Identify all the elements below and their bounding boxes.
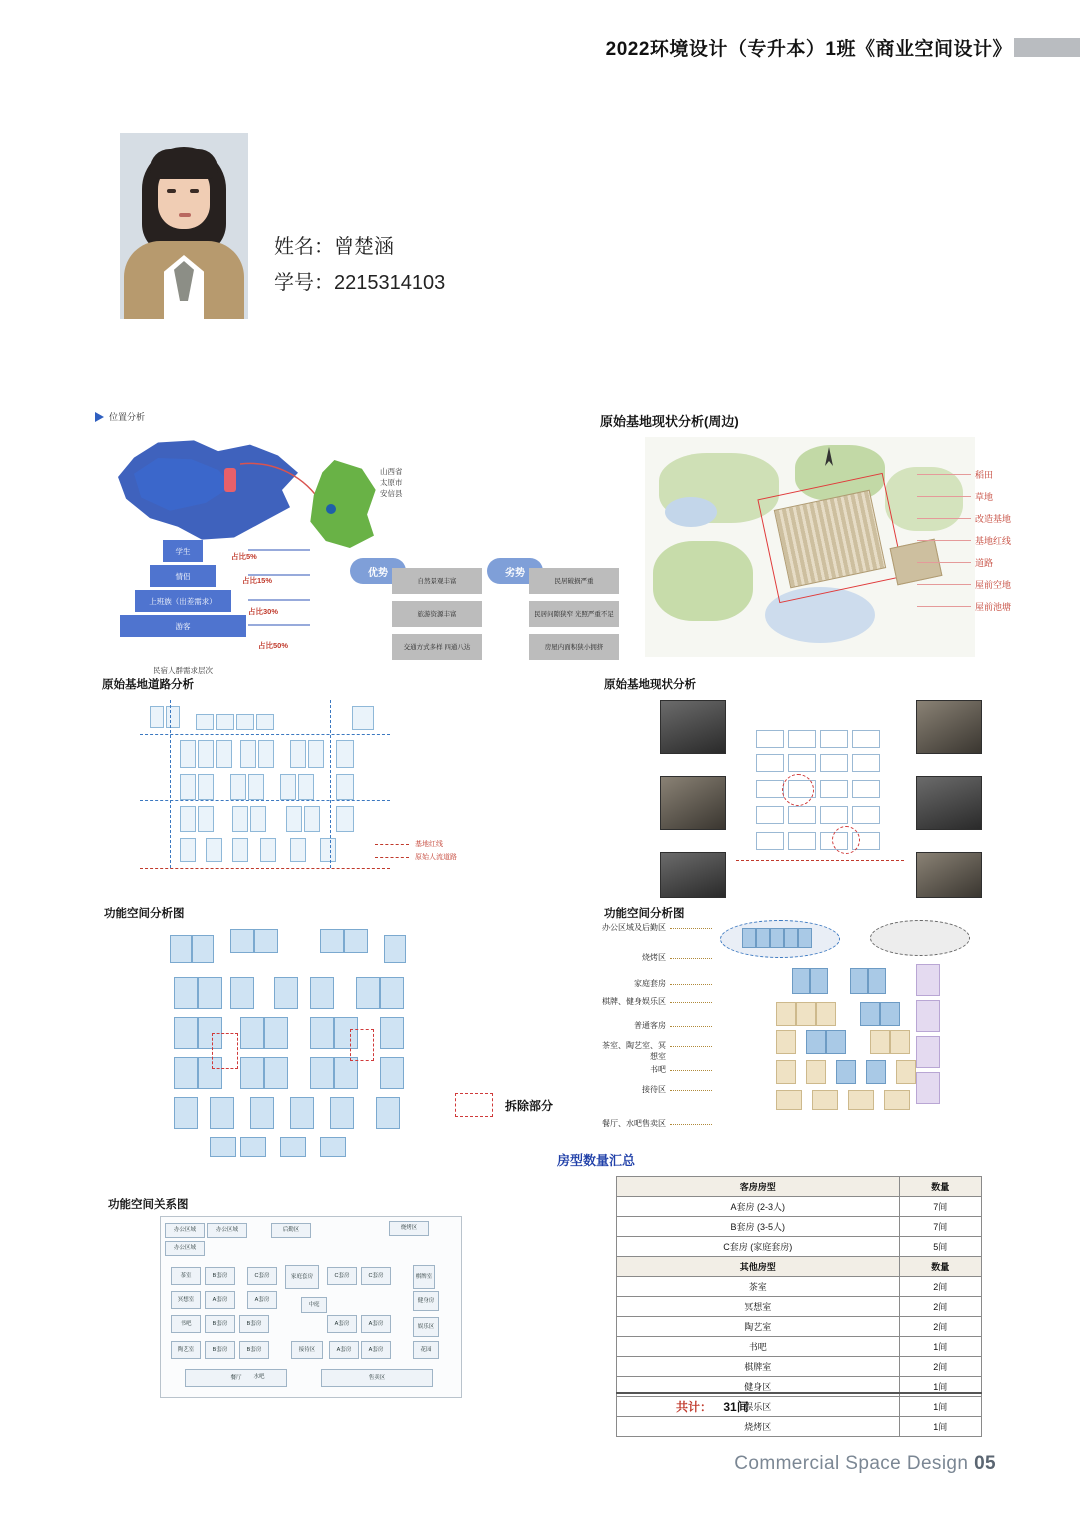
city-dot-icon — [326, 504, 336, 514]
footer — [734, 1453, 996, 1475]
site-photo — [916, 700, 982, 754]
site-legend-item: 屋前空地 — [975, 580, 1012, 590]
relation-node: 接待区 — [291, 1341, 323, 1359]
table-cell: 娱乐区 — [617, 1397, 900, 1417]
province-note — [380, 466, 403, 499]
relation-node: C套房 — [327, 1267, 357, 1285]
table-header-row — [617, 1257, 982, 1277]
pyramid-percent: 占比30% — [248, 607, 279, 616]
relation-node: 办公区域 — [207, 1223, 247, 1238]
site-status-title: 原始基地现状分析 — [604, 679, 696, 691]
disadvantage-item: 民居破损严重 — [529, 568, 619, 594]
student-id: 学号：2215314103 — [274, 272, 446, 294]
table-header-row — [617, 1177, 982, 1197]
table-cell: 2间 — [899, 1357, 981, 1377]
site-legend-item: 草地 — [975, 492, 994, 502]
function-plan-title: 功能空间分析图 — [104, 908, 185, 920]
room-summary-table — [616, 1176, 982, 1437]
table-row — [617, 1417, 982, 1437]
site-plan-graphic — [645, 437, 975, 657]
table-cell: 棋牌室 — [617, 1357, 900, 1377]
relation-node: 花园 — [413, 1341, 439, 1359]
relation-node: A套房 — [329, 1341, 359, 1359]
relation-node: C套房 — [247, 1267, 277, 1285]
table-cell: A套房 (2-3人) — [617, 1197, 900, 1217]
table-row — [617, 1337, 982, 1357]
table-row — [617, 1297, 982, 1317]
demolish-swatch — [455, 1093, 493, 1117]
relation-node: 冥想室 — [171, 1291, 201, 1309]
road-legend-item: 原始人流道路 — [415, 854, 457, 861]
avatar — [120, 133, 248, 319]
table-cell: C套房 (家庭套房) — [617, 1237, 900, 1257]
table-row — [617, 1217, 982, 1237]
advantage-badge: 优势 — [350, 558, 406, 584]
relation-node: 售卖区 — [321, 1369, 433, 1387]
disadvantage-item: 房屋内面积狭小拥挤 — [529, 634, 619, 660]
demolish-label: 拆除部分 — [505, 1098, 554, 1113]
function-relation-diagram — [160, 1216, 462, 1398]
advantage-item: 自然景观丰富 — [392, 568, 482, 594]
function-label-text: 茶室、陶艺室、冥想室 — [602, 1041, 666, 1061]
pyramid-percent: 占比15% — [242, 576, 273, 585]
table-header-cell: 其他房型 — [617, 1257, 900, 1277]
road-legend — [415, 838, 457, 864]
site-legend-item: 改造基地 — [975, 514, 1012, 524]
function-label-text: 棋牌、健身娱乐区 — [602, 997, 666, 1006]
table-row — [617, 1197, 982, 1217]
table-row — [617, 1237, 982, 1257]
function-plan2-title: 功能空间分析图 — [604, 908, 685, 920]
table-row — [617, 1277, 982, 1297]
relation-node: 娱乐区 — [413, 1317, 439, 1337]
function-label — [598, 978, 666, 989]
province-note-line: 安信县 — [380, 489, 403, 498]
table-row — [617, 1397, 982, 1417]
relation-node: 家庭套房 — [285, 1265, 319, 1289]
relation-node: 茶室 — [171, 1267, 201, 1285]
profile-block — [120, 133, 445, 319]
highlight-province-marker — [224, 468, 236, 492]
relation-node: 办公区域 — [165, 1241, 205, 1256]
function-label — [598, 952, 666, 963]
relation-node: A套房 — [361, 1315, 391, 1333]
function-label — [598, 1084, 666, 1095]
table-cell: 书吧 — [617, 1337, 900, 1357]
disadvantage-item: 民居问隙狭窄 光照严重不足 — [529, 601, 619, 627]
relation-node: B套房 — [205, 1267, 235, 1285]
table-header-cell: 数量 — [899, 1257, 981, 1277]
function-relation-title: 功能空间关系图 — [108, 1199, 189, 1211]
table-cell: 7间 — [899, 1217, 981, 1237]
north-arrow-icon — [820, 446, 838, 468]
demand-pyramid — [118, 540, 248, 675]
table-cell: B套房 (3-5人) — [617, 1217, 900, 1237]
footer-page: 05 — [974, 1453, 996, 1474]
function-label — [598, 922, 666, 933]
road-legend-item: 基地红线 — [415, 841, 443, 848]
site-status-plan — [736, 700, 908, 896]
table-cell: 冥想室 — [617, 1297, 900, 1317]
site-legend-item: 基地红线 — [975, 536, 1012, 546]
relation-node: 书吧 — [171, 1315, 201, 1333]
relation-node: A套房 — [205, 1291, 235, 1309]
location-analysis-label: 位置分析 — [109, 412, 146, 422]
total-row — [676, 1398, 749, 1415]
footer-text: Commercial Space Design — [734, 1453, 975, 1474]
road-analysis-plan — [140, 700, 400, 880]
table-header-cell: 数量 — [899, 1177, 981, 1197]
road-analysis-title: 原始基地道路分析 — [102, 679, 194, 691]
demolish-legend — [455, 1093, 553, 1117]
pyramid-level: 游客 — [120, 615, 246, 637]
function-label — [598, 1040, 666, 1062]
header-title: 2022环境设计（专升本）1班《商业空间设计》 — [605, 39, 1012, 60]
relation-node: B套房 — [205, 1315, 235, 1333]
table-cell: 2间 — [899, 1277, 981, 1297]
table-cell: 健身区 — [617, 1377, 900, 1397]
function-label — [598, 1118, 666, 1129]
advantage-item: 旅游资源丰富 — [392, 601, 482, 627]
table-cell: 陶艺室 — [617, 1317, 900, 1337]
relation-node: 后勤区 — [271, 1223, 311, 1238]
table-cell: 7间 — [899, 1197, 981, 1217]
pyramid-level: 上班族（出差需求） — [135, 590, 231, 612]
site-photo — [660, 700, 726, 754]
disadvantage-badge: 劣势 — [487, 558, 543, 584]
relation-node: 健身房 — [413, 1291, 439, 1311]
site-status-surround-title: 原始基地现状分析(周边) — [600, 414, 739, 429]
site-photo — [660, 776, 726, 830]
table-cell: 1间 — [899, 1337, 981, 1357]
pyramid-percent: 占比5% — [231, 552, 257, 561]
relation-node: B套房 — [239, 1315, 269, 1333]
site-photo — [660, 852, 726, 898]
province-note-line: 太原市 — [380, 478, 403, 487]
table-cell: 1间 — [899, 1417, 981, 1437]
site-legend-item: 屋前池塘 — [975, 602, 1012, 612]
relation-node: 陶艺室 — [171, 1341, 201, 1359]
table-cell: 烧烤区 — [617, 1417, 900, 1437]
relation-node: B套房 — [205, 1341, 235, 1359]
table-cell: 茶室 — [617, 1277, 900, 1297]
relation-node: 烧烤区 — [389, 1221, 429, 1236]
relation-node: A套房 — [327, 1315, 357, 1333]
site-legend — [975, 464, 1011, 618]
site-photo — [916, 776, 982, 830]
site-photo — [916, 852, 982, 898]
table-cell: 5间 — [899, 1237, 981, 1257]
table-row — [617, 1357, 982, 1377]
relation-node: A套房 — [247, 1291, 277, 1309]
table-cell: 2间 — [899, 1297, 981, 1317]
relation-node: A套房 — [361, 1341, 391, 1359]
table-header-cell: 客房房型 — [617, 1177, 900, 1197]
relation-node: B套房 — [239, 1341, 269, 1359]
function-label-text: 办公区域及后勤区 — [602, 923, 666, 932]
page-header — [0, 34, 1080, 61]
province-note-line: 山西省 — [380, 467, 403, 476]
site-legend-item: 道路 — [975, 558, 994, 568]
function-label-text: 接待区 — [642, 1085, 666, 1094]
advantage-item: 交通方式多样 四通八达 — [392, 634, 482, 660]
pyramid-level: 情侣 — [150, 565, 216, 587]
profile-text — [274, 229, 445, 319]
table-cell: 1间 — [899, 1377, 981, 1397]
table-cell: 1间 — [899, 1397, 981, 1417]
total-value: 31间 — [723, 1400, 749, 1414]
total-label: 共计： — [676, 1400, 713, 1414]
function-label-text: 书吧 — [650, 1065, 666, 1074]
relation-node: 餐厅 — [185, 1369, 287, 1387]
function-label — [598, 1064, 666, 1075]
relation-node: C套房 — [361, 1267, 391, 1285]
triangle-icon — [95, 412, 104, 422]
table-row — [617, 1317, 982, 1337]
pyramid-level: 学生 — [163, 540, 203, 562]
site-legend-item: 稻田 — [975, 470, 994, 480]
function-label — [598, 996, 666, 1007]
pyramid-percent: 占比50% — [258, 641, 289, 650]
relation-node: 水吧 — [253, 1373, 265, 1380]
function-space-plan — [170, 925, 430, 1175]
table-cell: 2间 — [899, 1317, 981, 1337]
function-label — [598, 1020, 666, 1031]
pyramid-caption: 民宿人群需求层次 — [153, 666, 213, 675]
relation-node: 中庭 — [301, 1297, 327, 1313]
student-name: 姓名：曾楚涵 — [274, 236, 394, 258]
room-summary-title: 房型数量汇总 — [557, 1153, 636, 1168]
total-divider — [616, 1392, 982, 1394]
function-label-text: 家庭套房 — [634, 979, 666, 988]
location-analysis-title — [95, 410, 145, 423]
function-label-text: 餐厅、水吧售卖区 — [602, 1119, 666, 1128]
relation-node: 棋牌室 — [413, 1265, 435, 1289]
header-color-bar — [1014, 38, 1080, 57]
relation-node: 办公区域 — [165, 1223, 205, 1238]
function-label-text: 烧烤区 — [642, 953, 666, 962]
function-label-text: 普通客房 — [634, 1021, 666, 1030]
function-space-plan-colored — [720, 920, 970, 1146]
